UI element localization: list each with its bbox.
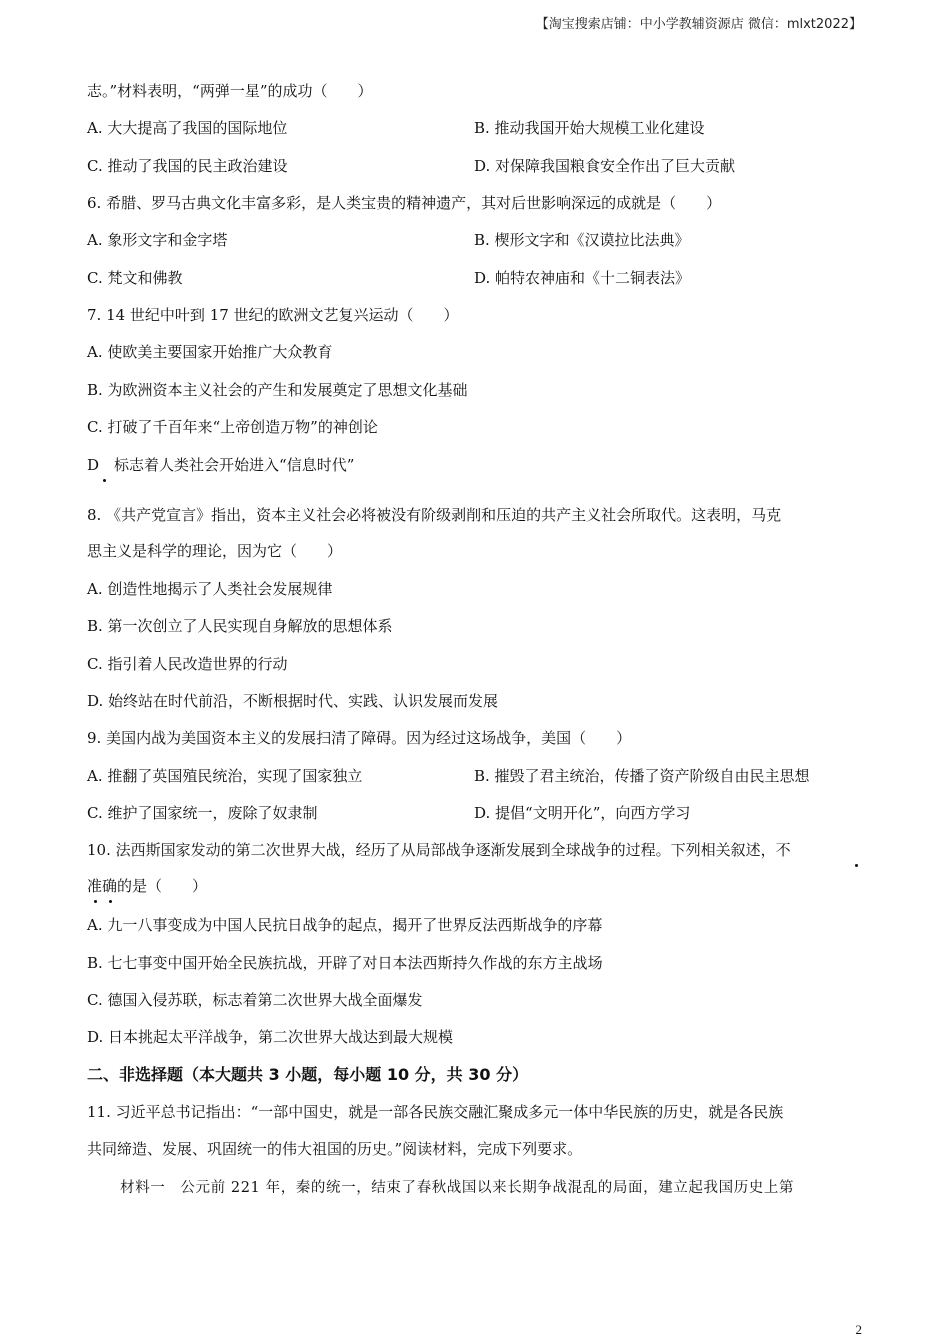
option-a: A. 推翻了英国殖民统治，实现了国家独立: [87, 767, 363, 785]
emphasis-dot: [103, 479, 106, 482]
option-d: D. 日本挑起太平洋战争，第二次世界大战达到最大规模: [87, 1028, 454, 1046]
option-d: D 标志着人类社会开始进入“信息时代”: [87, 456, 355, 474]
option-b: B. 摧毁了君主统治，传播了资产阶级自由民主思想: [474, 767, 810, 785]
option-d: D. 提倡“文明开化”，向西方学习: [474, 804, 691, 822]
option-d: D. 对保障我国粮食安全作出了巨大贡献: [474, 157, 736, 175]
option-a: A. 使欧美主要国家开始推广大众教育: [87, 343, 333, 361]
option-c: C. 梵文和佛教: [87, 269, 183, 287]
option-a: A. 创造性地揭示了人类社会发展规律: [87, 580, 333, 598]
text-line: 思主义是科学的理论，因为它（ ）: [87, 542, 343, 560]
text-line: 准确的是（ ）: [87, 877, 208, 895]
page-number: 2: [855, 1322, 862, 1337]
option-b: B. 七七事变中国开始全民族抗战，开辟了对日本法西斯持久作战的东方主战场: [87, 954, 603, 972]
emphasis-dot: [855, 864, 858, 867]
option-a: A. 象形文字和金字塔: [87, 231, 228, 249]
option-c: C. 德国入侵苏联，标志着第二次世界大战全面爆发: [87, 991, 423, 1009]
text-line: 共同缔造、发展、巩固统一的伟大祖国的历史。”阅读材料，完成下列要求。: [87, 1140, 583, 1158]
page-header: 【淘宝搜索店铺：中小学教辅资源店 微信：mlxt2022】: [535, 17, 862, 32]
option-a: A. 九一八事变成为中国人民抗日战争的起点，揭开了世界反法西斯战争的序幕: [87, 916, 603, 934]
emphasis-dot: [109, 900, 112, 903]
option-b: B. 第一次创立了人民实现自身解放的思想体系: [87, 617, 393, 635]
material-one: 材料一 公元前 221 年，秦的统一，结束了春秋战国以来长期争战混乱的局面，建立起我国历史上第: [120, 1180, 795, 1196]
option-b: B. 楔形文字和《汉谟拉比法典》: [474, 231, 690, 249]
option-c: C. 推动了我国的民主政治建设: [87, 157, 288, 175]
option-b: B. 推动我国开始大规模工业化建设: [474, 119, 705, 137]
option-c: C. 指引着人民改造世界的行动: [87, 655, 288, 673]
option-c: C. 打破了千百年来“上帝创造万物”的神创论: [87, 418, 378, 436]
section-heading: 二、非选择题（本大题共 3 小题，每小题 10 分，共 30 分）: [87, 1065, 529, 1084]
option-a: A. 大大提高了我国的国际地位: [87, 119, 288, 137]
question-7: 7. 14 世纪中叶到 17 世纪的欧洲文艺复兴运动（ ）: [87, 306, 459, 324]
option-d: D. 始终站在时代前沿，不断根据时代、实践、认识发展而发展: [87, 692, 499, 710]
option-d: D. 帕特农神庙和《十二铜表法》: [474, 269, 691, 287]
option-c: C. 维护了国家统一，废除了奴隶制: [87, 804, 318, 822]
question-10: 10. 法西斯国家发动的第二次世界大战，经历了从局部战争逐渐发展到全球战争的过程。下列相关叙述，不: [87, 841, 791, 859]
question-11: 11. 习近平总书记指出：“一部中国史，就是一部各民族交融汇聚成多元一体中华民族的历史，就是各民族: [87, 1103, 784, 1121]
question-8: 8. 《共产党宣言》指出，资本主义社会必将被没有阶级剥削和压迫的共产主义社会所取代。这表明，马克: [87, 506, 782, 524]
option-b: B. 为欧洲资本主义社会的产生和发展奠定了思想文化基础: [87, 381, 468, 399]
question-9: 9. 美国内战为美国资本主义的发展扫清了障碍。因为经过这场战争，美国（ ）: [87, 729, 632, 747]
text-line: 志。”材料表明，“两弹一星”的成功（ ）: [87, 82, 373, 100]
emphasis-dot: [94, 900, 97, 903]
question-6: 6. 希腊、罗马古典文化丰富多彩，是人类宝贵的精神遗产，其对后世影响深远的成就是（ ）: [87, 194, 722, 212]
